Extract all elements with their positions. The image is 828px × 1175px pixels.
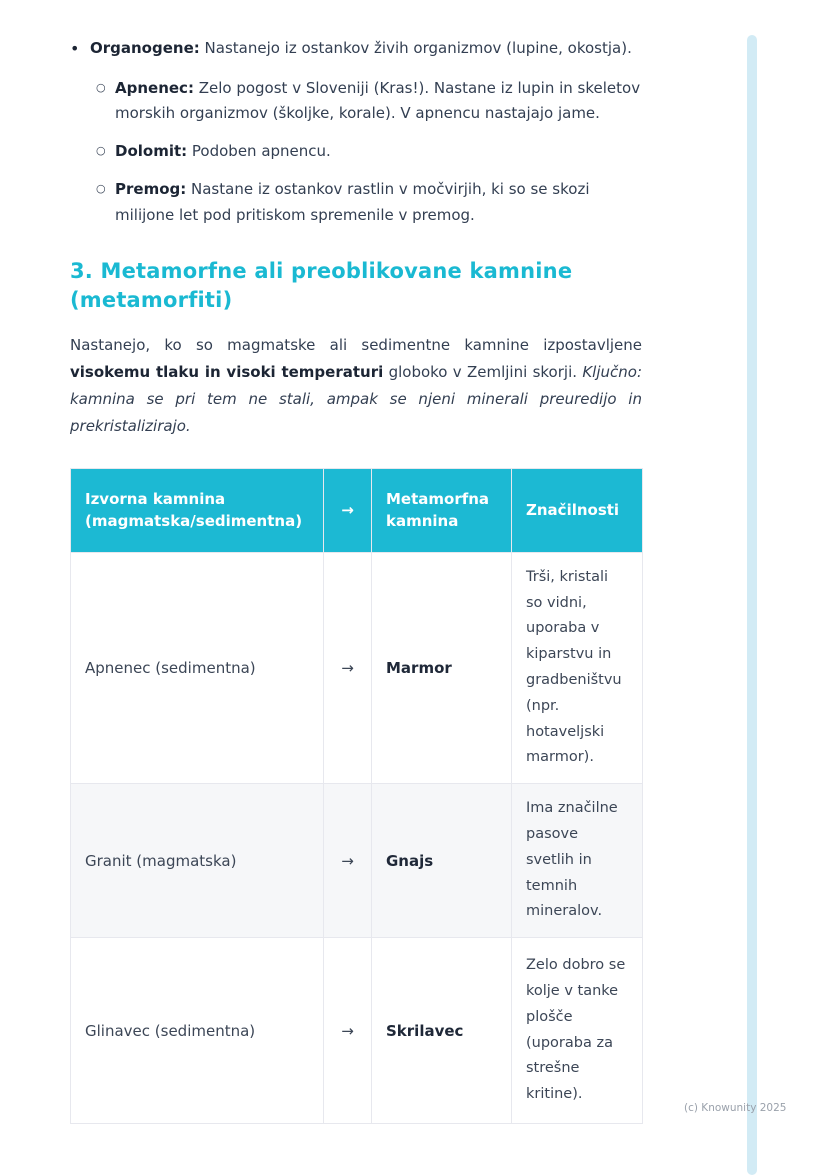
source-rock-cell: Apnenec (sedimentna): [71, 552, 324, 783]
arrow-icon: →: [324, 938, 372, 1124]
table-row: [71, 784, 643, 938]
document-content: [70, 36, 642, 1124]
metamorphic-rock-cell: Skrilavec: [372, 938, 512, 1124]
column-header-metamorphic-rock: Metamorfna kamnina: [372, 468, 512, 552]
metamorphic-rock-cell: Marmor: [372, 552, 512, 783]
table-row: [71, 938, 643, 1124]
sub-bullet-list: [96, 76, 642, 228]
term-label: Apnenec:: [115, 78, 194, 97]
term-label: Dolomit:: [115, 142, 188, 161]
column-header-arrow-icon: →: [324, 468, 372, 552]
term-label: Organogene:: [90, 39, 200, 57]
page-edge-decoration: [747, 35, 757, 1175]
paragraph-text: Nastanejo, ko so magmatske ali sedimentne kamnine izpostavljene: [70, 335, 642, 354]
term-description: Zelo pogost v Sloveniji (Kras!). Nastane iz lupin in skeletov morskih organizmov (školjke, korale). V apnencu nastajajo jame.: [115, 78, 641, 123]
list-item-text: [115, 177, 642, 227]
list-item: [70, 36, 642, 63]
list-item: [96, 139, 642, 164]
table-body: [71, 552, 643, 1123]
source-rock-cell: Granit (magmatska): [71, 784, 324, 938]
column-header-traits: Značilnosti: [512, 468, 643, 552]
paragraph-text: globoko v Zemljini skorji.: [383, 362, 583, 381]
source-rock-cell: Glinavec (sedimentna): [71, 938, 324, 1124]
arrow-icon: →: [324, 784, 372, 938]
section-heading: 3. Metamorfne ali preoblikovane kamnine (metamorfiti): [70, 258, 573, 312]
list-item: [96, 76, 642, 126]
column-header-source-rock: Izvorna kamnina (magmatska/sedimentna): [71, 468, 324, 552]
list-item-text: [90, 36, 632, 63]
paragraph-bold-text: visokemu tlaku in visoki temperaturi: [70, 362, 384, 381]
list-item: [96, 177, 642, 227]
metamorphic-rock-cell: Gnajs: [372, 784, 512, 938]
term-description: Nastane iz ostankov rastlin v močvirjih, ki so se skozi milijone let pod pritiskom spremenile v premog.: [115, 180, 590, 224]
traits-cell: Ima značilne pasove svetlih in temnih mineralov.: [512, 784, 643, 938]
circle-bullet-icon: ○: [96, 80, 106, 94]
list-item-text: [115, 139, 331, 164]
list-item-text: [115, 76, 642, 126]
metamorphic-rocks-table: [70, 468, 643, 1124]
table-header: [71, 468, 643, 552]
circle-bullet-icon: ○: [96, 182, 106, 196]
traits-cell: Zelo dobro se kolje v tanke plošče (uporaba za strešne kritine).: [512, 938, 643, 1124]
term-label: Premog:: [115, 180, 187, 199]
term-description: Podoben apnencu.: [187, 142, 331, 161]
arrow-icon: →: [324, 552, 372, 783]
table-header-row: [71, 468, 643, 552]
bullet-icon: •: [70, 39, 80, 58]
traits-cell: Trši, kristali so vidni, uporaba v kiparstvu in gradbeništvu (npr. hotaveljski marmor).: [512, 552, 643, 783]
bullet-list: [70, 36, 642, 228]
term-description: Nastanejo iz ostankov živih organizmov (lupine, okostja).: [199, 39, 632, 57]
section-paragraph: [70, 332, 642, 440]
table-row: [71, 552, 643, 783]
copyright-notice: (c) Knowunity 2025: [684, 1102, 787, 1114]
circle-bullet-icon: ○: [96, 144, 106, 158]
paragraph-italic-text: Ključno: kamnina se pri tem ne stali, ampak se njeni minerali preuredijo in prekristalizirajo.: [70, 362, 642, 435]
